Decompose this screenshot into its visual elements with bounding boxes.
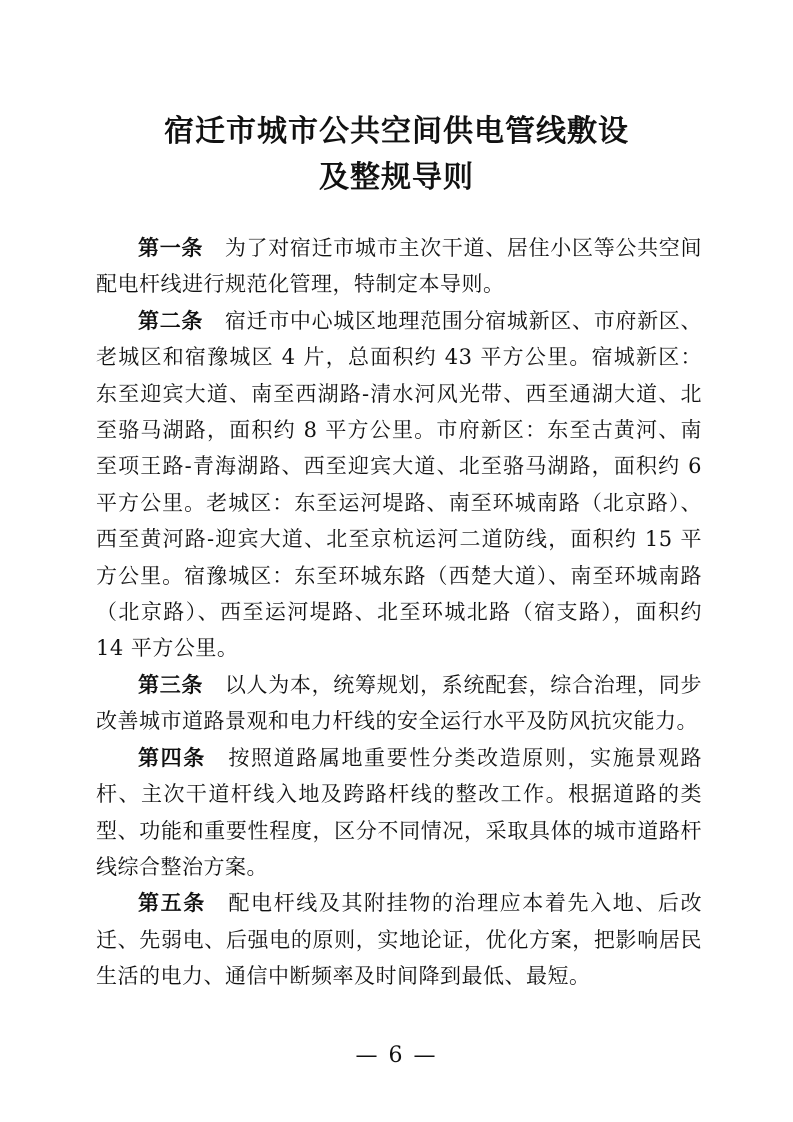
article-2-text: 宿迁市中心城区地理范围分宿城新区、市府新区、老城区和宿豫城区 4 片，总面积约 43 平方公里。宿城新区：东至迎宾大道、南至西湖路-清水河风光带、西至通湖大道、北至骆马湖路，面积约 8 平方公里。市府新区：东至古黄河、南至项王路-青海湖路、西至迎宾大道、北至骆马湖路，面积约 6 平方公里。老城区：东至运河堤路、南至环城南路（北京路）、西至黄河路-迎宾大道、北至京杭运河二道防线，面积约 15 平方公里。宿豫城区：东至环城东路（西楚大道）、南至环城南路（北京路）、西至运河堤路、北至环城北路（宿支路），面积约 14 平方公里。 — [96, 308, 703, 661]
article-1 — [96, 230, 702, 303]
article-4 — [96, 740, 702, 886]
article-1-label: 第一条 — [138, 235, 204, 260]
article-5-text: 配电杆线及其附挂物的治理应本着先入地、后改迁、先弱电、后强电的原则，实地论证，优化方案，把影响居民生活的电力、通信中断频率及时间降到最低、最短。 — [96, 891, 703, 989]
article-1-text: 为了对宿迁市城市主次干道、居住小区等公共空间配电杆线进行规范化管理，特制定本导则。 — [96, 236, 703, 297]
article-2 — [96, 303, 702, 667]
article-2-label: 第二条 — [138, 307, 204, 333]
document-body — [96, 230, 702, 995]
article-5 — [96, 885, 702, 994]
document-title-line-2: 及整规导则 — [319, 160, 474, 195]
article-3-label: 第三条 — [138, 671, 204, 697]
article-3 — [96, 667, 702, 740]
document-title-line-1: 宿迁市城市公共空间供电管线敷设 — [164, 114, 629, 149]
article-4-label: 第四条 — [138, 744, 206, 770]
article-3-text: 以人为本，统筹规划，系统配套，综合治理，同步改善城市道路景观和电力杆线的安全运行水平及防风抗灾能力。 — [96, 672, 703, 734]
page-number: — 6 — — [355, 1043, 438, 1068]
article-4-text: 按照道路属地重要性分类改造原则，实施景观路杆、主次干道杆线入地及跨路杆线的整改工作。根据道路的类型、功能和重要性程度，区分不同情况，采取具体的城市道路杆线综合整治方案。 — [96, 745, 703, 879]
article-5-label: 第五条 — [138, 890, 206, 916]
